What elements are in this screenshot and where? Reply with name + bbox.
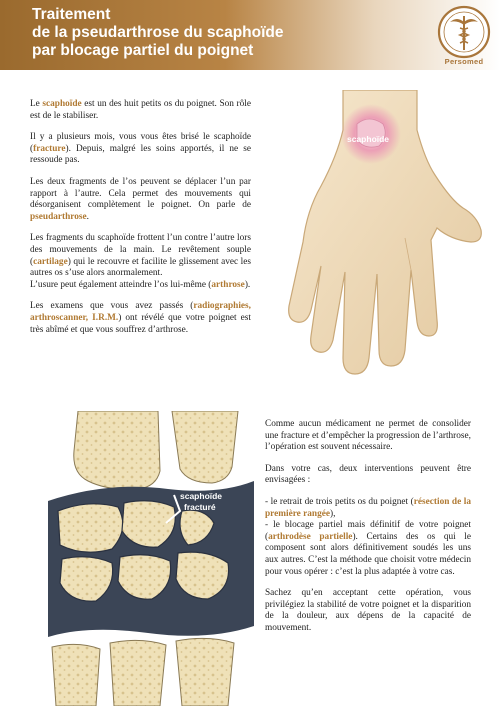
keyword: cartilage [33,256,68,267]
paragraph: Comme aucun médicament ne permet de consolider une fracture et d’empêcher la progression de l’arthrose, l’opération est souvent nécessaire. [265,419,471,453]
hand-illustration [255,90,490,380]
header-banner [0,0,500,70]
paragraph: Les deux fragments de l’os peuvent se déplacer l’un par rapport à l’autre. Cela permet des mouvements qui désorganisent complètement le poignet. On parle de pseudarthrose. [30,176,251,222]
paragraph: Dans votre cas, deux interventions peuvent être envisagées : [265,463,471,486]
keyword: fracture [33,143,66,154]
logo-text: Persomed [444,57,484,66]
paragraph: Le scaphoïde est un des huit petits os du poignet. Son rôle est de le stabiliser. [30,99,251,121]
hand-scaphoid-label: scaphoïde [347,134,390,144]
keyword: radiographies, arthroscanner, I.R.M. [30,301,251,323]
paragraph: Les examens que vous avez passés (radiographies, arthroscanner, I.R.M.) ont révélé que votre poignet est très abîmé et que vous souffrez d’arthrose. [30,301,251,335]
keyword: résection de la première rangée [265,496,471,519]
wrist-xray-illustration [48,411,254,706]
paragraph: - le blocage partiel mais définitif de votre poignet (arthrodèse partielle). Certains des os qui le composent sont alors définitivement soudés les uns aux autres. C’est la méthode que choisit votre médecin pour vous opérer : c’est la plus adaptée à votre cas. [265,520,471,577]
wrist-scaphoid-label: scaphoïde [180,491,223,501]
paragraph: Il y a plusieurs mois, vous vous êtes brisé le scaphoïde (fracture). Depuis, malgré les soins apportés, il ne se ressoude pas. [30,132,251,166]
keyword: pseudarthrose [30,211,87,222]
keyword: arthrose [211,279,245,290]
paragraph: - le retrait de trois petits os du poignet (résection de la première rangée), [265,496,471,519]
paragraph: Sachez qu’en acceptant cette opération, vous privilégiez la stabilité de votre poignet et la disparition de la douleur, aux dépens de la capacité de mouvement. [265,588,471,633]
wrist-fracture-label: fracturé [184,502,216,512]
page-title [32,6,284,60]
paragraph: L’usure peut également atteindre l’os lui-même (arthrose). [30,279,251,290]
keyword: arthrodèse partielle [268,531,353,542]
title-line-1: Traitement [32,6,111,23]
title-line-2: de la pseudarthrose du scaphoïde [32,24,284,41]
left-text-column [30,99,251,346]
right-text-column [265,419,471,645]
paragraph: Les fragments du scaphoïde frottent l’un contre l’autre lors des mouvements de la main. Le revêtement souple (cartilage) qui le recouvre et facilite le glissement avec les autres os s’use alors anormalement. [30,233,251,279]
keyword: scaphoïde [42,99,82,109]
title-line-3: par blocage partiel du poignet [32,42,254,59]
